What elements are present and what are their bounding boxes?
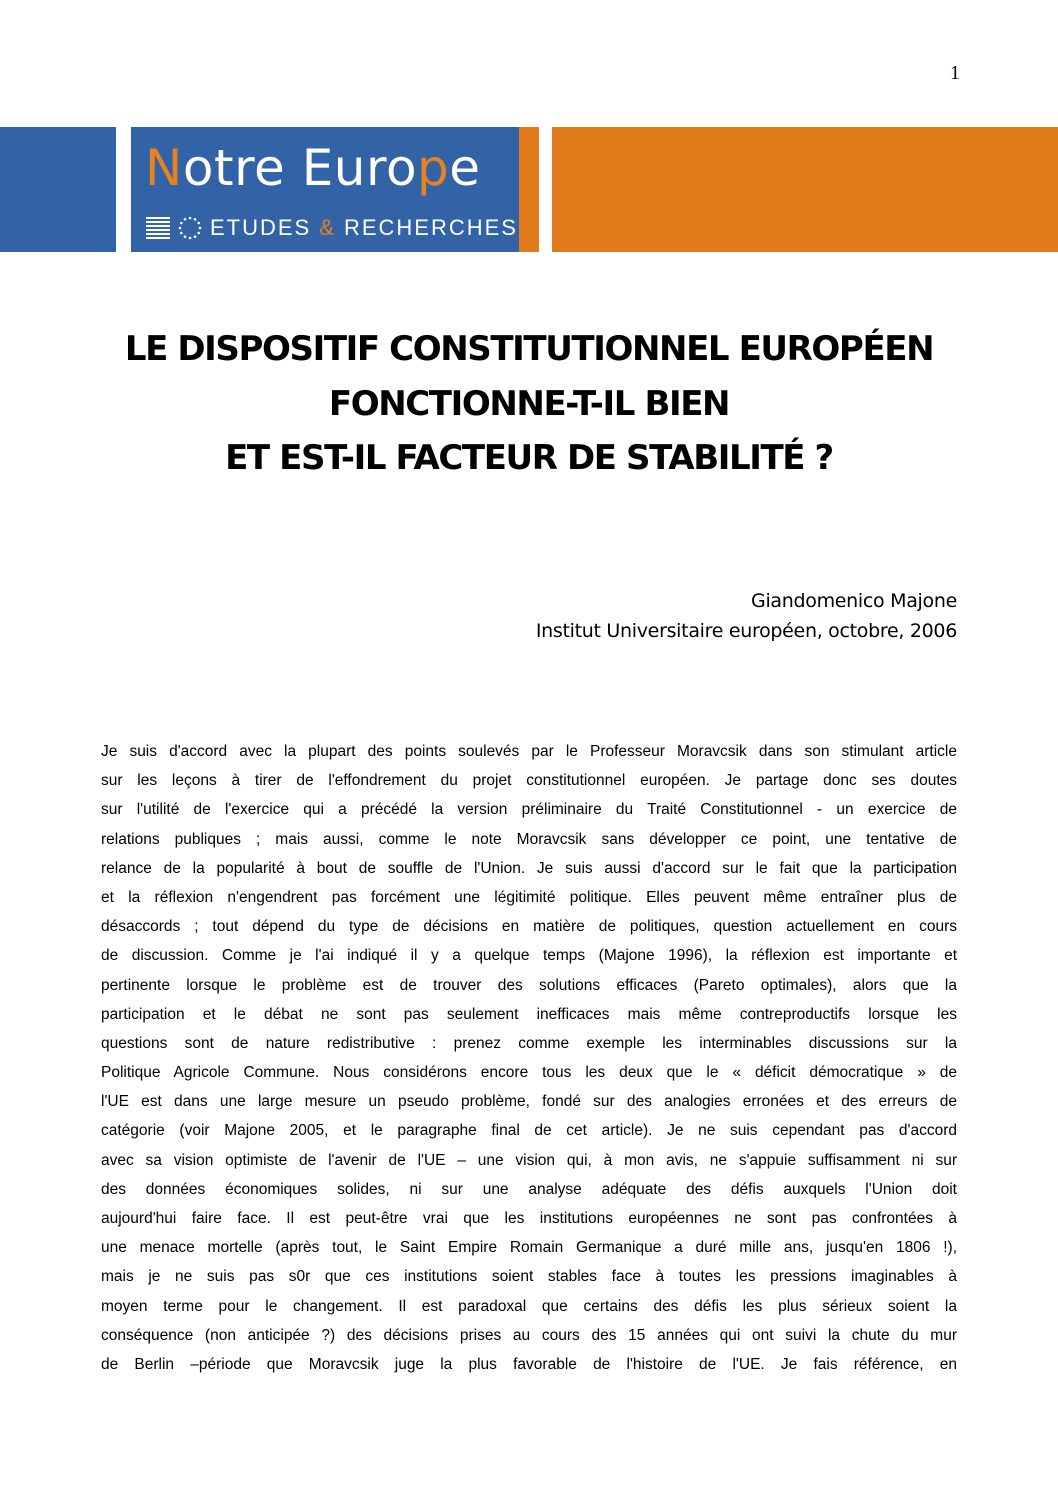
body-text-line: aujourd'hui faire face. Il est peut-être vrai que les institutions européennes ne sont pas confrontées à (101, 1210, 957, 1227)
body-text-line: conséquence (non anticipée ?) des décisions prises au cours des 15 années qui ont suivi la chute du mur (101, 1326, 957, 1344)
page-number: 1 (950, 62, 960, 84)
document-title (0, 322, 1058, 486)
body-text-line: moyen terme pour le changement. Il est paradoxal que certains des défis les plus sérieux soient la (101, 1297, 957, 1315)
banner-orange-strip (519, 127, 539, 252)
author-name: Giandomenico Majone (751, 590, 957, 612)
logo-text-end: e (449, 139, 481, 197)
body-text-line: sur l'utilité de l'exercice qui a précédé la version préliminaire du Traité Constitutionnel - un exercice de (101, 801, 957, 819)
body-text-line: une menace mortelle (après tout, le Saint Empire Romain Germanique a duré mille ans, jusqu'en 1806 !), (101, 1239, 957, 1257)
body-text-line: Politique Agricole Commune. Nous considérons encore tous les deux que le « déficit démocratique » de (101, 1064, 957, 1082)
logo-letter-p: p (417, 139, 450, 197)
body-text-line: avec sa vision optimiste de l'avenir de l'UE – une vision qui, à mon avis, ne s'appuie suffisamment ni sur (101, 1151, 957, 1169)
series-label-ampersand: & (319, 215, 336, 240)
body-text-line: désaccords ; tout dépend du type de décisions en matière de politiques, question actuellement en cours (101, 918, 957, 936)
body-text-line: pertinente lorsque le problème est de trouver des solutions efficaces (Pareto optimales), alors que la (101, 976, 957, 994)
logo-letter-n: N (145, 139, 183, 197)
body-text-line: sur les leçons à tirer de l'effondrement du projet constitutionnel européen. Je partage donc ses doutes (101, 772, 957, 790)
body-text-line: catégorie (voir Majone 2005, et le paragraphe final de cet article). Je ne suis cependant pas d'accord (101, 1122, 957, 1140)
body-text-line: relations publiques ; mais aussi, comme le note Moravcsik sans développer ce point, une tentative de (101, 830, 957, 848)
body-text-line: participation et le débat ne sont pas seulement inefficaces mais même contreproductifs lorsque les (101, 1005, 957, 1023)
series-label-recherches: RECHERCHES (343, 215, 518, 240)
body-text-line: mais je ne suis pas s0r que ces institutions soient stables face à toutes les pressions imaginables à (101, 1268, 957, 1286)
body-text-line: questions sont de nature redistributive : prenez comme exemple les interminables discussions sur la (101, 1034, 957, 1052)
author-affiliation: Institut Universitaire européen, octobre, 2006 (535, 620, 957, 642)
title-line: LE DISPOSITIF CONSTITUTIONNEL EUROPÉEN (124, 329, 934, 369)
body-text-line: l'UE est dans une large mesure un pseudo problème, fondé sur des analogies erronées et des erreurs de (101, 1093, 957, 1111)
banner-blue-block-left (0, 127, 116, 252)
series-label-etudes: ETUDES (210, 215, 312, 240)
body-text-line: relance de la popularité à bout de souffle de l'Union. Je suis aussi d'accord sur le fait que la participation (101, 859, 957, 877)
body-text (101, 737, 957, 1379)
logo-text: otre Euro (182, 139, 418, 197)
author-block (536, 586, 957, 646)
banner-orange-block-right (552, 127, 1058, 252)
body-text-line: et la réflexion n'engendrent pas forcément une légitimité politique. Elles peuvent même entraîner plus de (101, 888, 957, 906)
document-icon (146, 217, 170, 239)
body-text-line: des données économiques solides, ni sur une analyse adéquate des défis auxquels l'Union doit (101, 1180, 957, 1198)
eu-stars-icon (178, 216, 202, 240)
title-line: FONCTIONNE-T-IL BIEN (328, 383, 730, 424)
notre-europe-logo (145, 139, 481, 197)
series-label (146, 215, 518, 241)
title-line: ET EST-IL FACTEUR DE STABILITÉ ? (225, 438, 833, 478)
body-text-line: de Berlin –période que Moravcsik juge la plus favorable de l'histoire de l'UE. Je fais référence, en (101, 1355, 957, 1373)
body-text-line: de discussion. Comme je l'ai indiqué il y a quelque temps (Majone 1996), la réflexion est importante et (101, 947, 957, 965)
body-text-line: Je suis d'accord avec la plupart des points soulevés par le Professeur Moravcsik dans son stimulant article (101, 743, 957, 760)
